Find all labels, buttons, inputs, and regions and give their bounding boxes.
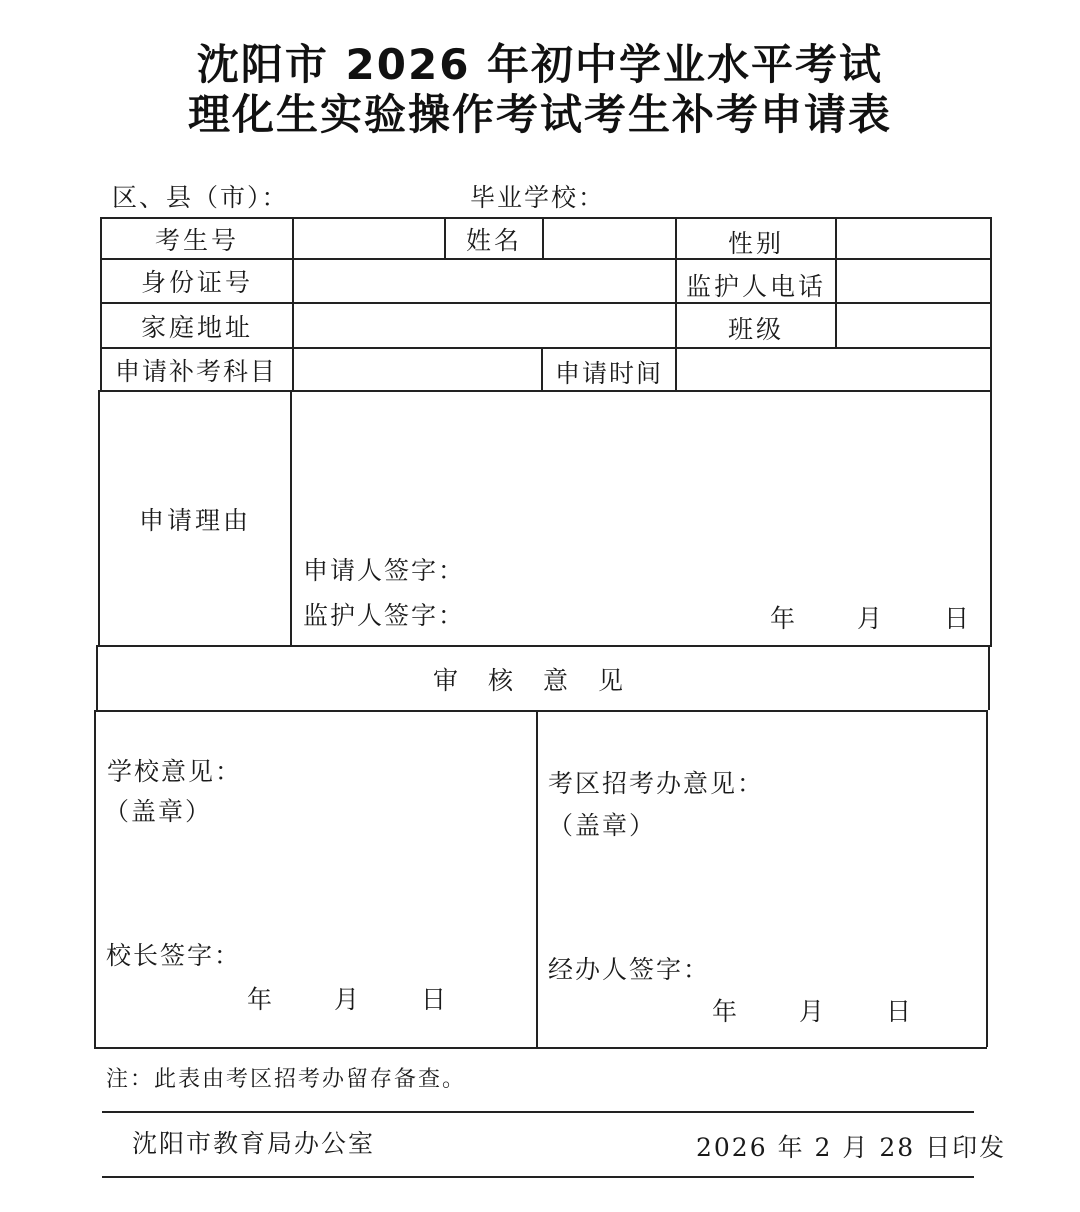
guardian-signature-label: 监护人签字： bbox=[303, 601, 466, 630]
exam-number-field[interactable] bbox=[294, 219, 444, 258]
class-field[interactable] bbox=[837, 304, 990, 347]
form-note: 注：此表由考区招考办留存备查。 bbox=[106, 1067, 467, 1092]
district-label: 区、县（市）： bbox=[112, 183, 289, 212]
home-address-field[interactable] bbox=[294, 304, 675, 347]
application-reason-label: 申请理由 bbox=[138, 505, 251, 535]
makeup-subject-field[interactable] bbox=[294, 349, 541, 390]
document-title-line2: 理化生实验操作考试考生补考申请表 bbox=[187, 90, 892, 139]
handler-signature-label: 经办人签字： bbox=[548, 955, 711, 984]
issue-date: 2026 年 2 月 28 日印发 bbox=[696, 1133, 1007, 1162]
guardian-phone-label: 监护人电话 bbox=[685, 272, 826, 301]
application-reason-field[interactable] bbox=[292, 392, 990, 542]
id-number-field[interactable] bbox=[294, 260, 675, 302]
document-title-line1: 沈阳市 2026 年初中学业水平考试 bbox=[196, 40, 884, 89]
school-opinion-label: 学校意见： bbox=[107, 757, 243, 786]
reason-date: 年 月 日 bbox=[770, 604, 974, 633]
principal-signature-label: 校长签字： bbox=[106, 941, 242, 970]
gender-field[interactable] bbox=[837, 219, 990, 258]
school-opinion-date: 年 月 日 bbox=[247, 985, 451, 1014]
home-address-label: 家庭地址 bbox=[140, 312, 253, 342]
issuer-name: 沈阳市教育局办公室 bbox=[132, 1129, 376, 1158]
name-label: 姓名 bbox=[465, 225, 522, 255]
name-field[interactable] bbox=[544, 219, 675, 258]
guardian-phone-field[interactable] bbox=[837, 260, 990, 302]
review-opinions-heading: 审核意见 bbox=[432, 665, 653, 695]
class-label: 班级 bbox=[727, 314, 784, 344]
application-time-label: 申请时间 bbox=[554, 358, 663, 388]
exam-office-opinion-date: 年 月 日 bbox=[712, 997, 916, 1026]
school-stamp-label: （盖章） bbox=[104, 797, 213, 826]
school-label: 毕业学校： bbox=[470, 183, 606, 212]
applicant-signature-label: 申请人签字： bbox=[303, 556, 466, 585]
exam-office-stamp-label: （盖章） bbox=[548, 811, 657, 840]
application-time-field[interactable] bbox=[677, 349, 990, 390]
exam-number-label: 考生号 bbox=[154, 225, 239, 255]
exam-office-opinion-label: 考区招考办意见： bbox=[548, 769, 765, 798]
footer-bottom-rule bbox=[102, 1176, 974, 1178]
makeup-subject-label: 申请补考科目 bbox=[114, 356, 277, 386]
id-number-label: 身份证号 bbox=[140, 268, 253, 297]
footer-top-rule bbox=[102, 1111, 974, 1113]
gender-label: 性别 bbox=[727, 228, 784, 258]
